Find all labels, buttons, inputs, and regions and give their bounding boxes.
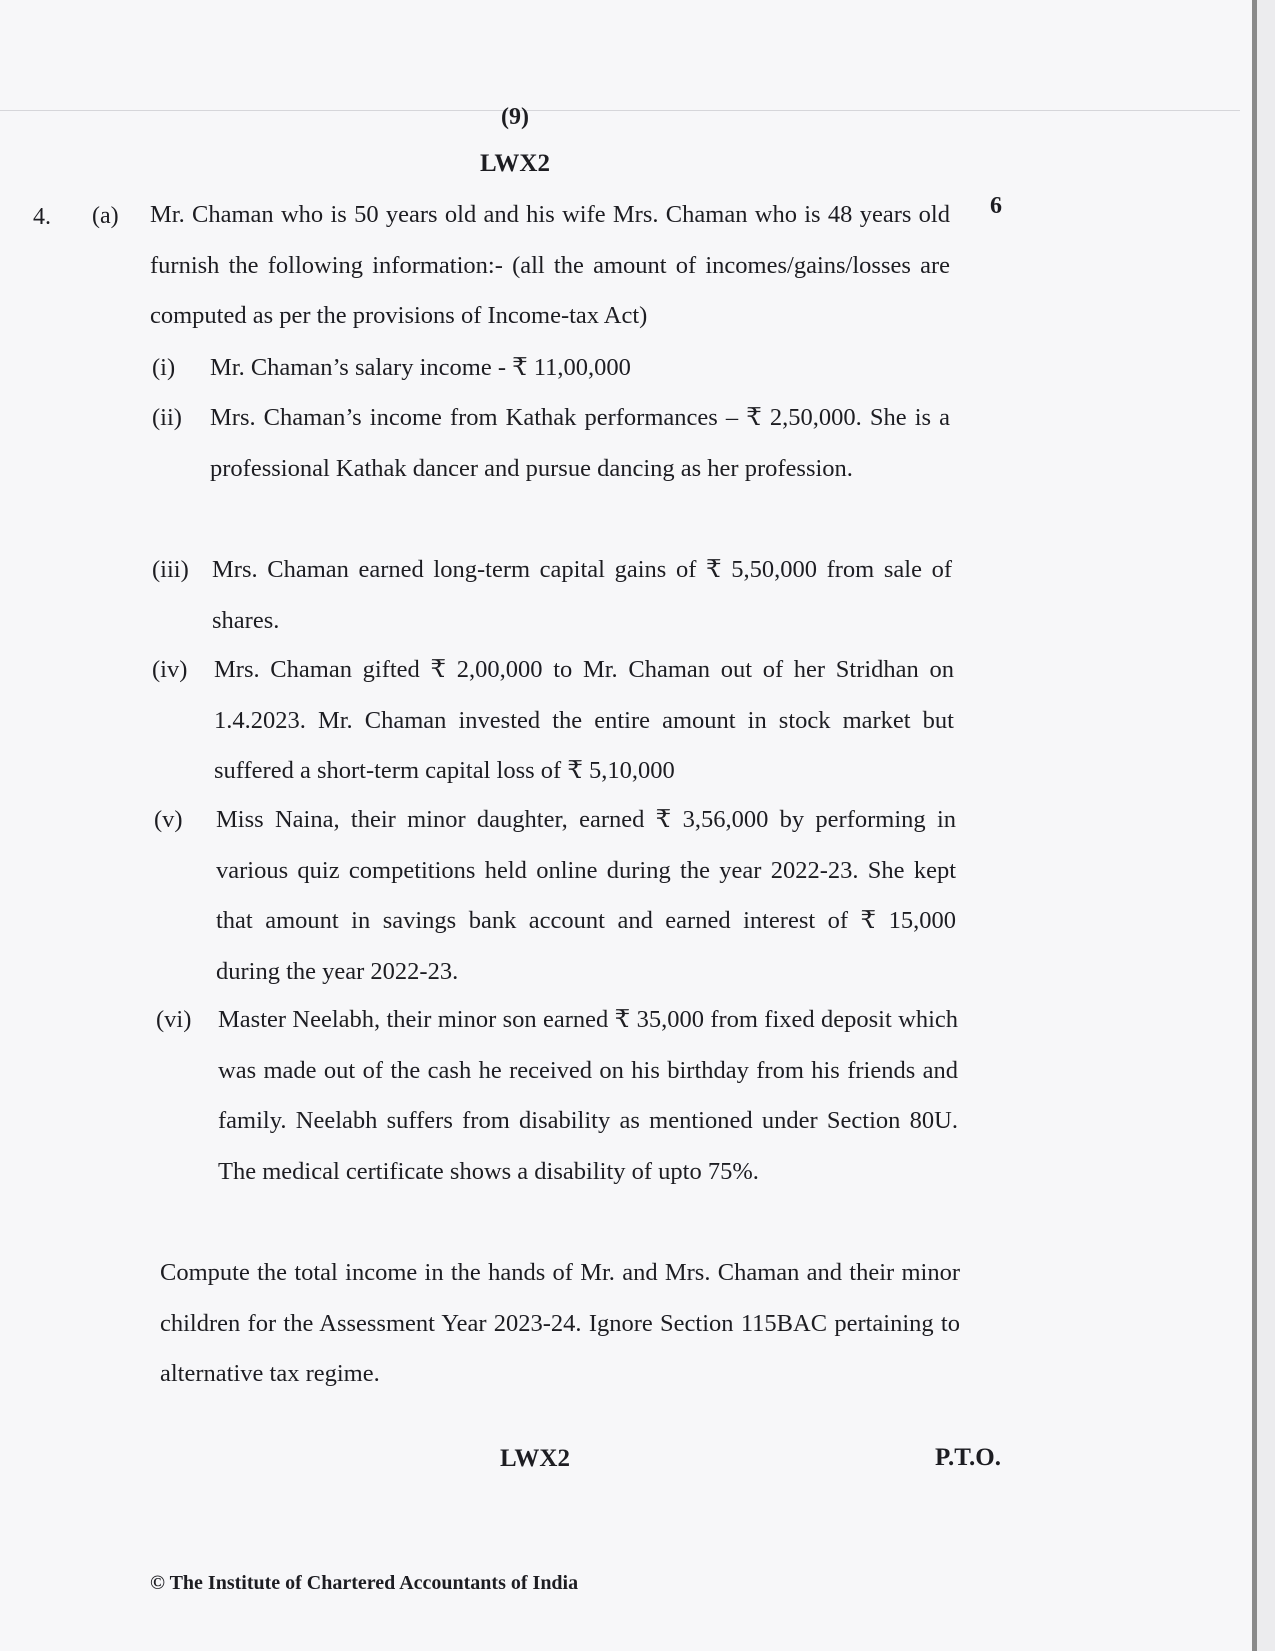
item-text: Miss Naina, their minor daughter, earned ₹ 3,56,000 by performing in various quiz competitions held online during the year 2022-23. She kept that amount in savings bank account and earned interest of ₹ 15,000 during the year 2022-23.	[216, 806, 956, 985]
item-label: (v)	[154, 806, 183, 833]
item-label: (iv)	[152, 656, 188, 683]
item-text: Master Neelabh, their minor son earned ₹ 35,000 from fixed deposit which was made out of the cash he received on his birthday from his friends and family. Neelabh suffers from disability as mentioned under Section 80U. The medical certificate shows a disability of upto 75%.	[218, 1006, 958, 1185]
pto-label: P.T.O.	[935, 1444, 1001, 1471]
item-label: (ii)	[152, 404, 182, 431]
page-number: (9)	[501, 104, 529, 130]
item-text: Mrs. Chaman’s income from Kathak performances – ₹ 2,50,000. She is a professional Kathak dancer and pursue dancing as her profession.	[210, 404, 950, 482]
item-text: Mr. Chaman’s salary income - ₹ 11,00,000	[210, 354, 631, 381]
question-marks: 6	[990, 193, 1002, 219]
page-edge-shade	[1257, 0, 1275, 1651]
item-label: (iii)	[152, 556, 189, 583]
question-number: 4.	[33, 204, 51, 230]
item-text: Mrs. Chaman gifted ₹ 2,00,000 to Mr. Chaman out of her Stridhan on 1.4.2023. Mr. Chaman invested the entire amount in stock market but suffered a short-term capital loss of ₹ 5,10,000	[214, 656, 954, 784]
question-part: (a)	[92, 203, 119, 229]
footer-paper-code: LWX2	[500, 1445, 570, 1472]
question-intro: Mr. Chaman who is 50 years old and his wife Mrs. Chaman who is 48 years old furnish the following information:- (all the amount of incomes/gains/losses are computed as per the provisions of Income-tax Act)	[150, 201, 950, 329]
item-label: (vi)	[156, 1006, 192, 1033]
question-closing: Compute the total income in the hands of Mr. and Mrs. Chaman and their minor children for the Assessment Year 2023-24. Ignore Section 115BAC pertaining to alternative tax regime.	[160, 1259, 960, 1387]
copyright-notice: © The Institute of Chartered Accountants of India	[150, 1572, 579, 1594]
item-text: Mrs. Chaman earned long-term capital gains of ₹ 5,50,000 from sale of shares.	[212, 556, 952, 634]
item-label: (i)	[152, 354, 176, 381]
header-paper-code: LWX2	[480, 150, 550, 177]
